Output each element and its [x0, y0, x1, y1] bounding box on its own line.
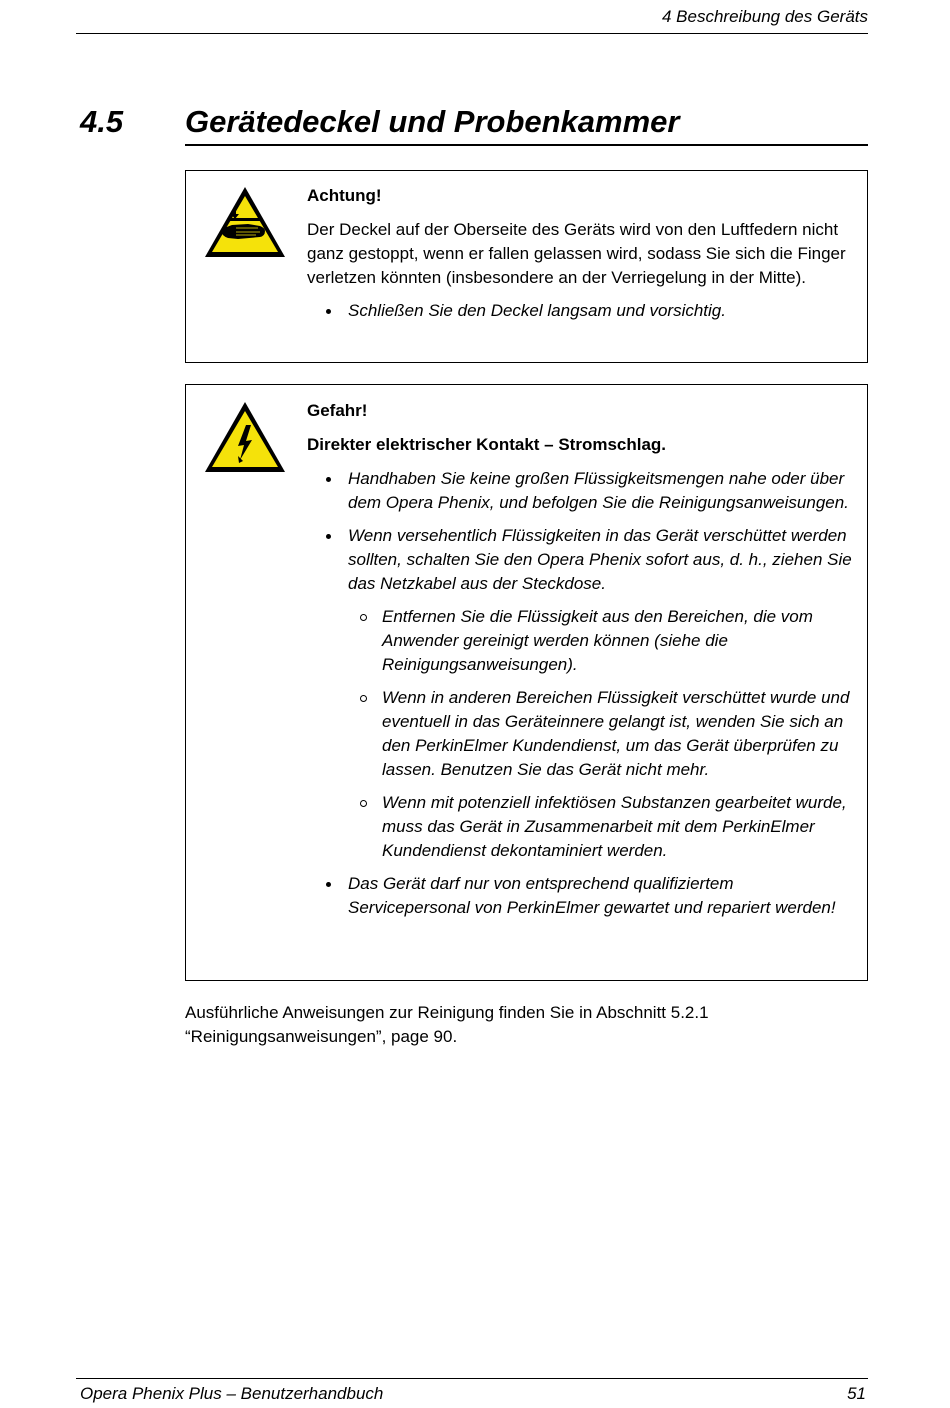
danger-bullet-text: Wenn versehentlich Flüssigkeiten in das Gerät verschüttet werden sollten, schalten Sie den Opera Phenix sofort aus, d. h., ziehen Sie das Netzkabel aus der Steckdose. — [348, 526, 852, 593]
bullet-dot-icon — [326, 534, 331, 539]
section-title: Gerätedeckel und Probenkammer — [185, 104, 680, 139]
sub-bullet-text: Wenn mit potenziell infektiösen Substanzen gearbeitet wurde, muss das Gerät in Zusammenarbeit mit dem PerkinElmer Kundendienst dekontaminiert werden. — [382, 793, 847, 860]
footer-title: Opera Phenix Plus – Benutzerhandbuch — [80, 1384, 384, 1403]
running-header: 4 Beschreibung des Geräts — [661, 7, 868, 26]
hand-crush-warning-icon — [202, 184, 288, 260]
sub-bullet-text: Entfernen Sie die Flüssigkeit aus den Bereichen, die vom Anwender gereinigt werden können (siehe die Reinigungsanweisungen). — [382, 607, 813, 674]
sub-list-item — [348, 605, 855, 677]
danger-box — [185, 384, 868, 981]
caution-heading: Achtung! — [307, 186, 382, 205]
danger-list — [307, 467, 855, 920]
sub-list-item — [348, 791, 855, 863]
danger-bullet-text: Handhaben Sie keine großen Flüssigkeitsmengen nahe oder über dem Opera Phenix, und befolgen Sie die Reinigungsanweisungen. — [348, 469, 849, 512]
section-number: 4.5 — [80, 104, 124, 139]
sub-list-item — [348, 686, 855, 782]
danger-sub-list — [348, 605, 855, 863]
sub-bullet-text: Wenn in anderen Bereichen Flüssigkeit verschüttet wurde und eventuell in das Geräteinnere gelangt ist, wenden Sie sich an den PerkinElmer Kundendienst, um das Gerät überprüfen zu lassen. Benutzen Sie das Gerät nicht mehr. — [382, 688, 850, 779]
list-item — [307, 299, 855, 323]
caution-box — [185, 170, 868, 363]
bullet-dot-icon — [326, 309, 331, 314]
header-rule — [76, 33, 868, 34]
danger-subheading: Direkter elektrischer Kontakt – Stromschlag. — [307, 435, 667, 454]
footer-rule — [76, 1378, 868, 1379]
list-item — [307, 467, 855, 515]
bullet-dot-icon — [326, 882, 331, 887]
bullet-ring-icon — [360, 800, 367, 807]
list-item — [307, 524, 855, 863]
danger-content — [307, 399, 855, 929]
bullet-ring-icon — [360, 614, 367, 621]
bullet-dot-icon — [326, 477, 331, 482]
caution-content — [307, 184, 855, 332]
caution-text: Der Deckel auf der Oberseite des Geräts wird von den Luftfedern nicht ganz gestoppt, wenn er fallen gelassen wird, sodass Sie sich die Finger verletzen könnten (insbesondere an der Verriegelung in der Mitte). — [307, 220, 846, 287]
list-item — [307, 872, 855, 920]
caution-list — [307, 299, 855, 323]
danger-heading: Gefahr! — [307, 401, 368, 420]
title-rule — [185, 144, 868, 146]
bullet-ring-icon — [360, 695, 367, 702]
cleaning-reference-text: Ausführliche Anweisungen zur Reinigung finden Sie in Abschnitt 5.2.1 “Reinigungsanweisungen”, page 90. — [185, 1003, 709, 1046]
electric-shock-warning-icon — [202, 399, 288, 475]
caution-bullet-text: Schließen Sie den Deckel langsam und vorsichtig. — [348, 301, 726, 320]
danger-bullet-text: Das Gerät darf nur von entsprechend qualifiziertem Servicepersonal von PerkinElmer gewartet und repariert werden! — [348, 874, 836, 917]
page-number: 51 — [847, 1384, 866, 1403]
